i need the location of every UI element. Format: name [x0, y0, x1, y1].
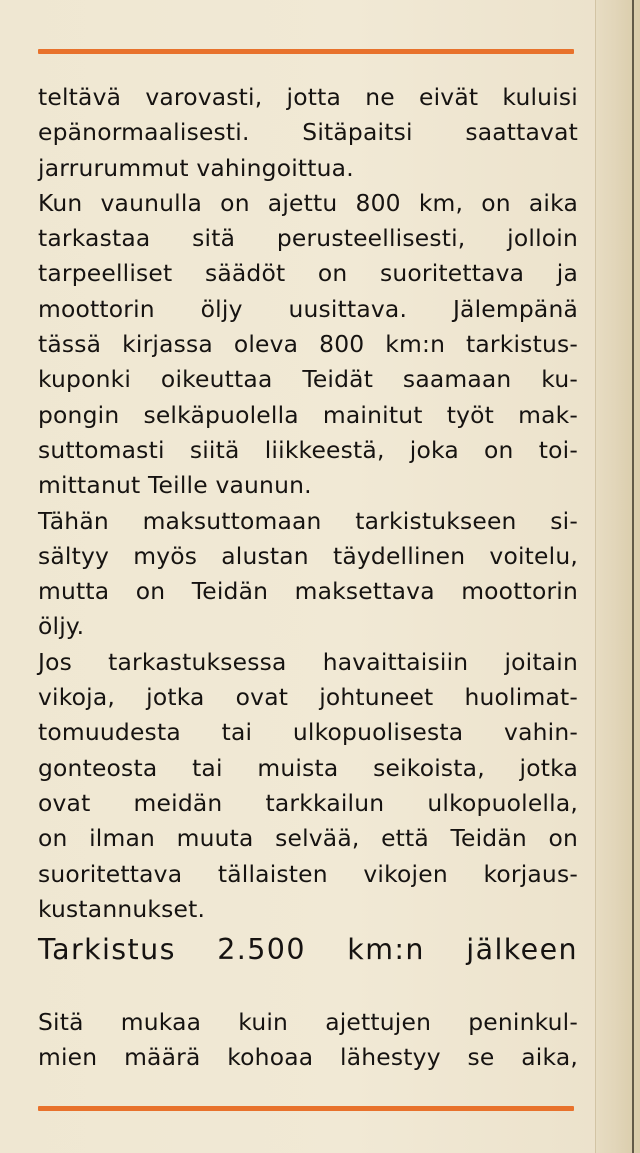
text-line: suoritettava tällaisten vikojen korjaus- [38, 859, 578, 888]
text-line: on ilman muuta selvää, että Teidän on [38, 824, 578, 853]
text-line: suttomasti siitä liikkeestä, joka on toi- [38, 435, 578, 464]
text-line: Kun vaunulla on ajettu 800 km, on aika [38, 188, 578, 217]
text-line: mittanut Teille vaunun. [38, 471, 312, 500]
text-line: mutta on Teidän maksettava moottorin [38, 577, 578, 606]
text-line: Jos tarkastuksessa havaittaisiin joitain [38, 647, 578, 676]
text-line: tässä kirjassa oleva 800 km:n tarkistus- [38, 330, 578, 359]
section-heading: Tarkistus 2.500 km:n jälkeen [38, 933, 578, 966]
section-body-text [38, 1005, 578, 1076]
top-orange-rule [38, 49, 574, 54]
text-line: sältyy myös alustan täydellinen voitelu, [38, 541, 578, 570]
text-line: jarrurummut vahingoittua. [38, 153, 354, 182]
text-line: mien määrä kohoaa lähestyy se aika, [38, 1043, 578, 1072]
bottom-orange-rule [38, 1106, 574, 1111]
text-line: teltävä varovasti, jotta ne eivät kuluisi [38, 83, 578, 111]
text-line: kustannukset. [38, 894, 206, 923]
text-line: ovat meidän tarkkailun ulkopuolella, [38, 788, 578, 817]
text-line: epänormaalisesti. Sitäpaitsi saattavat [38, 118, 578, 147]
text-line: pongin selkäpuolella mainitut työt mak- [38, 400, 578, 429]
text-line: tarpeelliset säädöt on suoritettava ja [38, 259, 578, 288]
body-text [38, 80, 578, 927]
text-line: kuponki oikeuttaa Teidät saamaan ku- [38, 365, 578, 394]
page-edge-line [632, 0, 634, 1153]
text-line: vikoja, jotka ovat johtuneet huolimat- [38, 683, 578, 712]
text-line: Sitä mukaa kuin ajettujen peninkul- [38, 1008, 578, 1036]
text-line: gonteosta tai muista seikoista, jotka [38, 753, 578, 782]
text-line: moottorin öljy uusittava. Jälempänä [38, 294, 578, 323]
text-line: Tähän maksuttomaan tarkistukseen si- [38, 506, 578, 535]
text-line: öljy. [38, 612, 85, 641]
text-line: tarkastaa sitä perusteellisesti, jolloin [38, 224, 578, 253]
text-line: tomuudesta tai ulkopuolisesta vahin- [38, 718, 578, 747]
